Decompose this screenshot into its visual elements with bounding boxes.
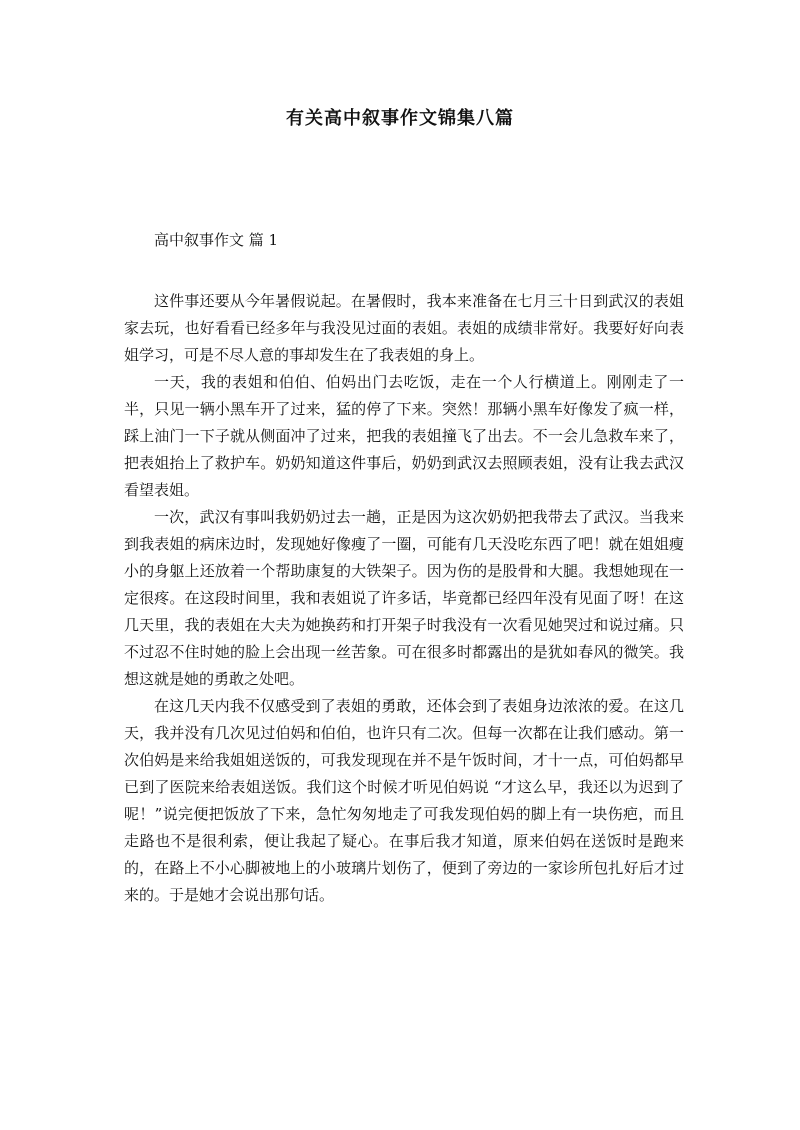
essay-paragraph: 这件事还要从今年暑假说起。在暑假时，我本来准备在七月三十日到武汉的表姐家去玩，也好看看已经多年与我没见过面的表姐。表姐的成绩非常好。我要好好向表姐学习，可是不尽人意的事却发生在了我表姐的身上。 — [124, 292, 684, 364]
section-heading: 高中叙事作文 篇 1 — [154, 231, 279, 249]
essay-paragraph: 一次，武汉有事叫我奶奶过去一趟，正是因为这次奶奶把我带去了武汉。当我来到我表姐的病床边时，发现她好像瘦了一圈，可能有几天没吃东西了吧！就在姐姐瘦小的身躯上还放着一个帮助康复的大铁架子。因为伤的是股骨和大腿。我想她现在一定很疼。在这段时间里，我和表姐说了许多话，毕竟都已经四年没有见面了呀！在这几天里，我的表姐在大夫为她换药和打开架子时我没有一次看见她哭过和说过痛。只不过忍不住时她的脸上会出现一丝苦象。可在很多时都露出的是犹如春风的微笑。我想这就是她的勇敢之处吧。 — [124, 508, 684, 688]
essay-paragraph: 一天，我的表姐和伯伯、伯妈出门去吃饭，走在一个人行横道上。刚刚走了一半，只见一辆小黑车开了过来，猛的停了下来。突然！那辆小黑车好像发了疯一样，踩上油门一下子就从侧面冲了过来，把我的表姐撞飞了出去。不一会儿急救车来了，把表姐抬上了救护车。奶奶知道这件事后，奶奶到武汉去照顾表姐，没有让我去武汉看望表姐。 — [124, 373, 684, 499]
essay-paragraph: 在这几天内我不仅感受到了表姐的勇敢，还体会到了表姐身边浓浓的爱。在这几天，我并没有几次见过伯妈和伯伯，也许只有二次。但每一次都在让我们感动。第一次伯妈是来给我姐姐送饭的，可我发现现在并不是午饭时间，才十一点，可伯妈都早已到了医院来给表姐送饭。我们这个时候才听见伯妈说 “才这么早，我还以为迟到了呢！”说完便把饭放了下来，急忙匆匆地走了可我发现伯妈的脚上有一块伤疤，而且走路也不是很利索，便让我起了疑心。在事后我才知道，原来伯妈在送饭时是跑来的，在路上不小心脚被地上的小玻璃片划伤了，便到了旁边的一家诊所包扎好后才过来的。于是她才会说出那句话。 — [124, 697, 684, 904]
essay-body — [124, 288, 684, 909]
document-title: 有关高中叙事作文锦集八篇 — [286, 108, 514, 129]
